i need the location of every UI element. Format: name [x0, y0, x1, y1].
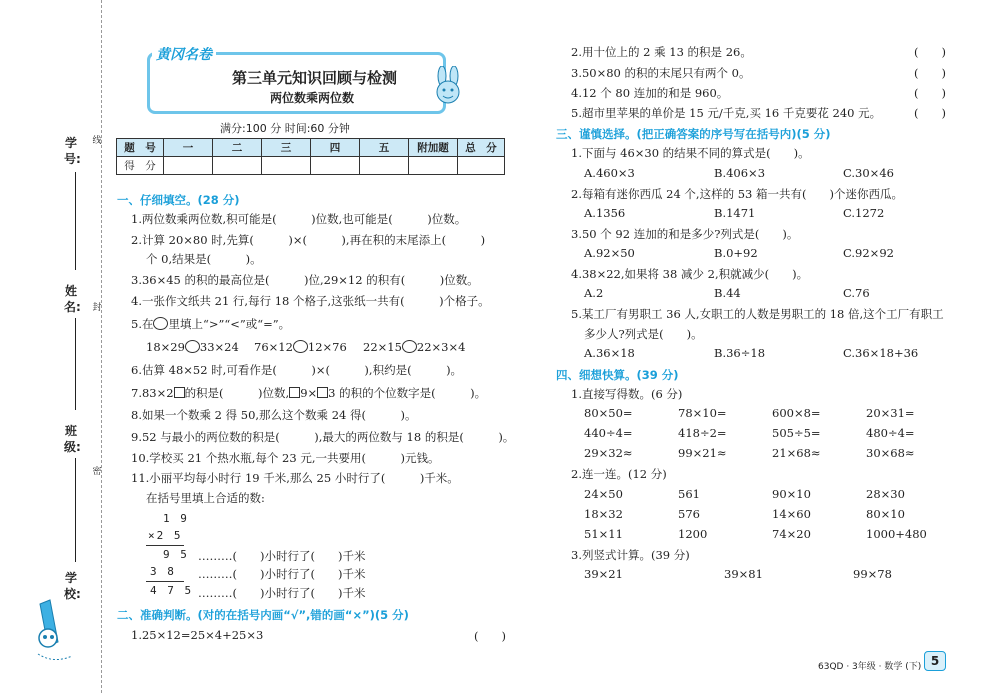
footer-code: 63QD · 3年级 · 数学 (下) — [818, 662, 922, 672]
mental-math-item: 78×10= — [678, 406, 727, 420]
question-1-4: 4.一张作文纸共 21 行,每行 18 个格子,这张纸一共有( )个格子。 — [131, 294, 490, 308]
choice-option[interactable]: A.36×18 — [584, 346, 635, 360]
calc-line: ×2 5 — [148, 529, 183, 542]
score-header-cell: 附加题 — [409, 139, 458, 157]
match-item[interactable]: 561 — [678, 487, 700, 501]
label-class: 班级: — [64, 424, 81, 454]
score-cell[interactable] — [409, 157, 458, 175]
blank-box[interactable] — [174, 387, 185, 398]
score-header-cell: 一 — [164, 139, 213, 157]
exam-meta: 满分:100 分 时间:60 分钟 — [220, 122, 350, 135]
score-table-header-row — [117, 139, 505, 157]
student-name-field[interactable] — [75, 318, 76, 410]
match-item[interactable]: 14×60 — [772, 507, 811, 521]
choice-option[interactable]: B.406×3 — [714, 166, 766, 180]
match-item[interactable]: 80×10 — [866, 507, 905, 521]
choice-option[interactable]: B.44 — [714, 286, 741, 300]
match-item[interactable]: 74×20 — [772, 527, 811, 541]
match-item[interactable]: 90×10 — [772, 487, 811, 501]
compare-circle[interactable] — [185, 340, 200, 353]
choice-option[interactable]: C.76 — [843, 286, 870, 300]
brand-logo: 黄冈名卷 — [152, 44, 216, 64]
mental-math-item: 480÷4= — [866, 426, 915, 440]
section-3-title: 三、谨慎选择。(把正确答案的序号写在括号内)(5 分) — [556, 127, 831, 141]
match-item[interactable]: 24×50 — [584, 487, 623, 501]
score-cell[interactable] — [360, 157, 409, 175]
compare-item: 76×12 12×76 — [254, 340, 347, 354]
mental-math-item: 99×21≈ — [678, 446, 727, 460]
section-2-title: 二、准确判断。(对的在括号内画“√”,错的画“×”)(5 分) — [117, 608, 409, 622]
compare-circle[interactable] — [293, 340, 308, 353]
mental-math-item: 505÷5= — [772, 426, 821, 440]
question-1-8: 8.如果一个数乘 2 得 50,那么这个数乘 24 得( )。 — [131, 408, 417, 422]
cut-mark-close: 密 — [92, 467, 102, 477]
choice-option[interactable]: C.92×92 — [843, 246, 894, 260]
question-1-6: 6.估算 48×52 时,可看作是( )×( ),积约是( )。 — [131, 363, 463, 377]
mental-math-item: 29×32≈ — [584, 446, 633, 460]
mental-math-item: 418÷2= — [678, 426, 727, 440]
choice-question-1: 1.下面与 46×30 的结果不同的算式是( )。 — [571, 146, 810, 160]
choice-option[interactable]: C.36×18+36 — [843, 346, 919, 360]
mental-math-item: 30×68≈ — [866, 446, 915, 460]
score-header-cell: 五 — [360, 139, 409, 157]
choice-option[interactable]: A.92×50 — [584, 246, 635, 260]
mental-math-item: 20×31= — [866, 406, 915, 420]
rabbit-mascot-icon — [428, 66, 468, 110]
choice-question-5-cont: 多少人?列式是( )。 — [584, 327, 703, 341]
calc-rule — [146, 545, 184, 546]
pencil-mascot-icon — [28, 598, 74, 668]
question-1-5: 5.在 里填上“>”“<”或“=”。 — [131, 317, 291, 331]
calc-rule — [146, 581, 184, 582]
score-cell[interactable] — [262, 157, 311, 175]
match-item[interactable]: 1000+480 — [866, 527, 927, 541]
choice-question-4: 4.38×22,如果将 38 减少 2,积就减少( )。 — [571, 267, 809, 281]
score-cell[interactable] — [213, 157, 262, 175]
choice-question-2: 2.每箱有迷你西瓜 24 个,这样的 53 箱一共有( )个迷你西瓜。 — [571, 187, 903, 201]
score-header-cell: 题 号 — [117, 139, 164, 157]
choice-option[interactable]: C.1272 — [843, 206, 885, 220]
match-item[interactable]: 1200 — [678, 527, 708, 541]
vertical-calc-item: 39×81 — [724, 567, 763, 581]
judge-paren[interactable]: ( ) — [914, 66, 946, 80]
label-student-name: 姓名: — [64, 284, 81, 314]
school-field[interactable] — [75, 532, 76, 562]
question-1-1: 1.两位数乘两位数,积可能是( )位数,也可能是( )位数。 — [131, 212, 467, 226]
mental-math-item: 80×50= — [584, 406, 633, 420]
score-table — [116, 138, 505, 175]
vertical-calc-item: 99×78 — [853, 567, 892, 581]
question-1-11-prompt: 在括号里填上合适的数: — [146, 491, 265, 505]
blank-box[interactable] — [317, 387, 328, 398]
cut-mark-seal: 封 — [92, 303, 102, 313]
binding-cut-line — [101, 0, 102, 693]
match-item[interactable]: 28×30 — [866, 487, 905, 501]
judge-item-1: 1.25×12=25×4+25×3 — [131, 628, 264, 642]
choice-option[interactable]: A.2 — [584, 286, 604, 300]
calc-line: 4 7 5 — [150, 584, 194, 597]
choice-option[interactable]: B.0+92 — [714, 246, 758, 260]
choice-question-5: 5.某工厂有男职工 36 人,女职工的人数是男职工的 18 倍,这个工厂有职工 — [571, 307, 944, 321]
score-cell[interactable] — [311, 157, 360, 175]
page-subtitle: 两位数乘两位数 — [270, 91, 355, 105]
match-item[interactable]: 18×32 — [584, 507, 623, 521]
calc-fill-line: ………( )小时行了( )千米 — [198, 586, 366, 600]
score-cell[interactable] — [164, 157, 213, 175]
calc-line: 9 5 — [163, 548, 189, 561]
judge-paren[interactable]: ( ) — [914, 45, 946, 59]
judge-item-5: 5.超市里苹果的单价是 15 元/千克,买 16 千克要花 240 元。 — [571, 106, 882, 120]
judge-paren[interactable]: ( ) — [914, 106, 946, 120]
judge-item-4: 4.12 个 80 连加的和是 960。 — [571, 86, 729, 100]
score-table-row — [117, 157, 505, 175]
cut-mark-line: 线 — [92, 136, 102, 146]
section-4-title: 四、细想快算。(39 分) — [556, 368, 679, 382]
score-header-cell: 三 — [262, 139, 311, 157]
mental-math-item: 440÷4= — [584, 426, 633, 440]
sub-question-1: 1.直接写得数。(6 分) — [571, 387, 683, 401]
section-1-title: 一、仔细填空。(28 分) — [117, 193, 240, 207]
judge-item-2: 2.用十位上的 2 乘 13 的积是 26。 — [571, 45, 752, 59]
question-1-2-cont: 个 0,结果是( )。 — [146, 252, 262, 266]
judge-paren[interactable]: ( ) — [914, 86, 946, 100]
judge-item-3: 3.50×80 的积的末尾只有两个 0。 — [571, 66, 751, 80]
choice-option[interactable]: B.36÷18 — [714, 346, 766, 360]
calc-line: 3 8 — [150, 565, 176, 578]
match-item[interactable]: 51×11 — [584, 527, 623, 541]
question-1-3: 3.36×45 的积的最高位是( )位,29×12 的积有( )位数。 — [131, 273, 479, 287]
choice-question-3: 3.50 个 92 连加的和是多少?列式是( )。 — [571, 227, 799, 241]
choice-option[interactable]: A.460×3 — [584, 166, 635, 180]
circle-icon — [153, 317, 168, 330]
compare-circle[interactable] — [402, 340, 417, 353]
calc-fill-line: ………( )小时行了( )千米 — [198, 549, 366, 563]
calc-fill-line: ………( )小时行了( )千米 — [198, 567, 366, 581]
label-student-number: 学号: — [64, 136, 81, 166]
mental-math-item: 600×8= — [772, 406, 821, 420]
sub-question-3: 3.列竖式计算。(39 分) — [571, 548, 690, 562]
match-item[interactable]: 576 — [678, 507, 700, 521]
choice-option[interactable]: C.30×46 — [843, 166, 894, 180]
blank-box[interactable] — [289, 387, 300, 398]
student-number-field[interactable] — [75, 172, 76, 270]
compare-item: 22×15 22×3×4 — [363, 340, 466, 354]
compare-item: 18×29 33×24 — [146, 340, 239, 354]
question-1-11: 11.小丽平均每小时行 19 千米,那么 25 小时行了( )千米。 — [131, 471, 459, 485]
score-header-cell: 四 — [311, 139, 360, 157]
calc-line: 1 9 — [163, 512, 189, 525]
score-cell[interactable] — [458, 157, 505, 175]
page-number: 5 — [924, 651, 946, 671]
question-1-7: 7.83×2 的积是( )位数, 9× 3 的积的个位数字是( )。 — [131, 386, 487, 400]
choice-option[interactable]: A.1356 — [584, 206, 626, 220]
question-1-2: 2.计算 20×80 时,先算( )×( ),再在积的末尾添上( ) — [131, 233, 486, 247]
page-title: 第三单元知识回顾与检测 — [232, 69, 398, 87]
judge-paren[interactable]: ( ) — [474, 629, 506, 643]
choice-option[interactable]: B.1471 — [714, 206, 756, 220]
mental-math-item: 21×68≈ — [772, 446, 821, 460]
vertical-calc-item: 39×21 — [584, 567, 623, 581]
score-row-label: 得 分 — [117, 157, 164, 175]
sub-question-2: 2.连一连。(12 分) — [571, 467, 667, 481]
label-school: 学校: — [64, 571, 81, 601]
question-1-9: 9.52 与最小的两位数的积是( ),最大的两位数与 18 的积是( )。 — [131, 430, 515, 444]
score-header-cell: 二 — [213, 139, 262, 157]
question-1-10: 10.学校买 21 个热水瓶,每个 23 元,一共要用( )元钱。 — [131, 451, 440, 465]
score-header-cell: 总 分 — [458, 139, 505, 157]
